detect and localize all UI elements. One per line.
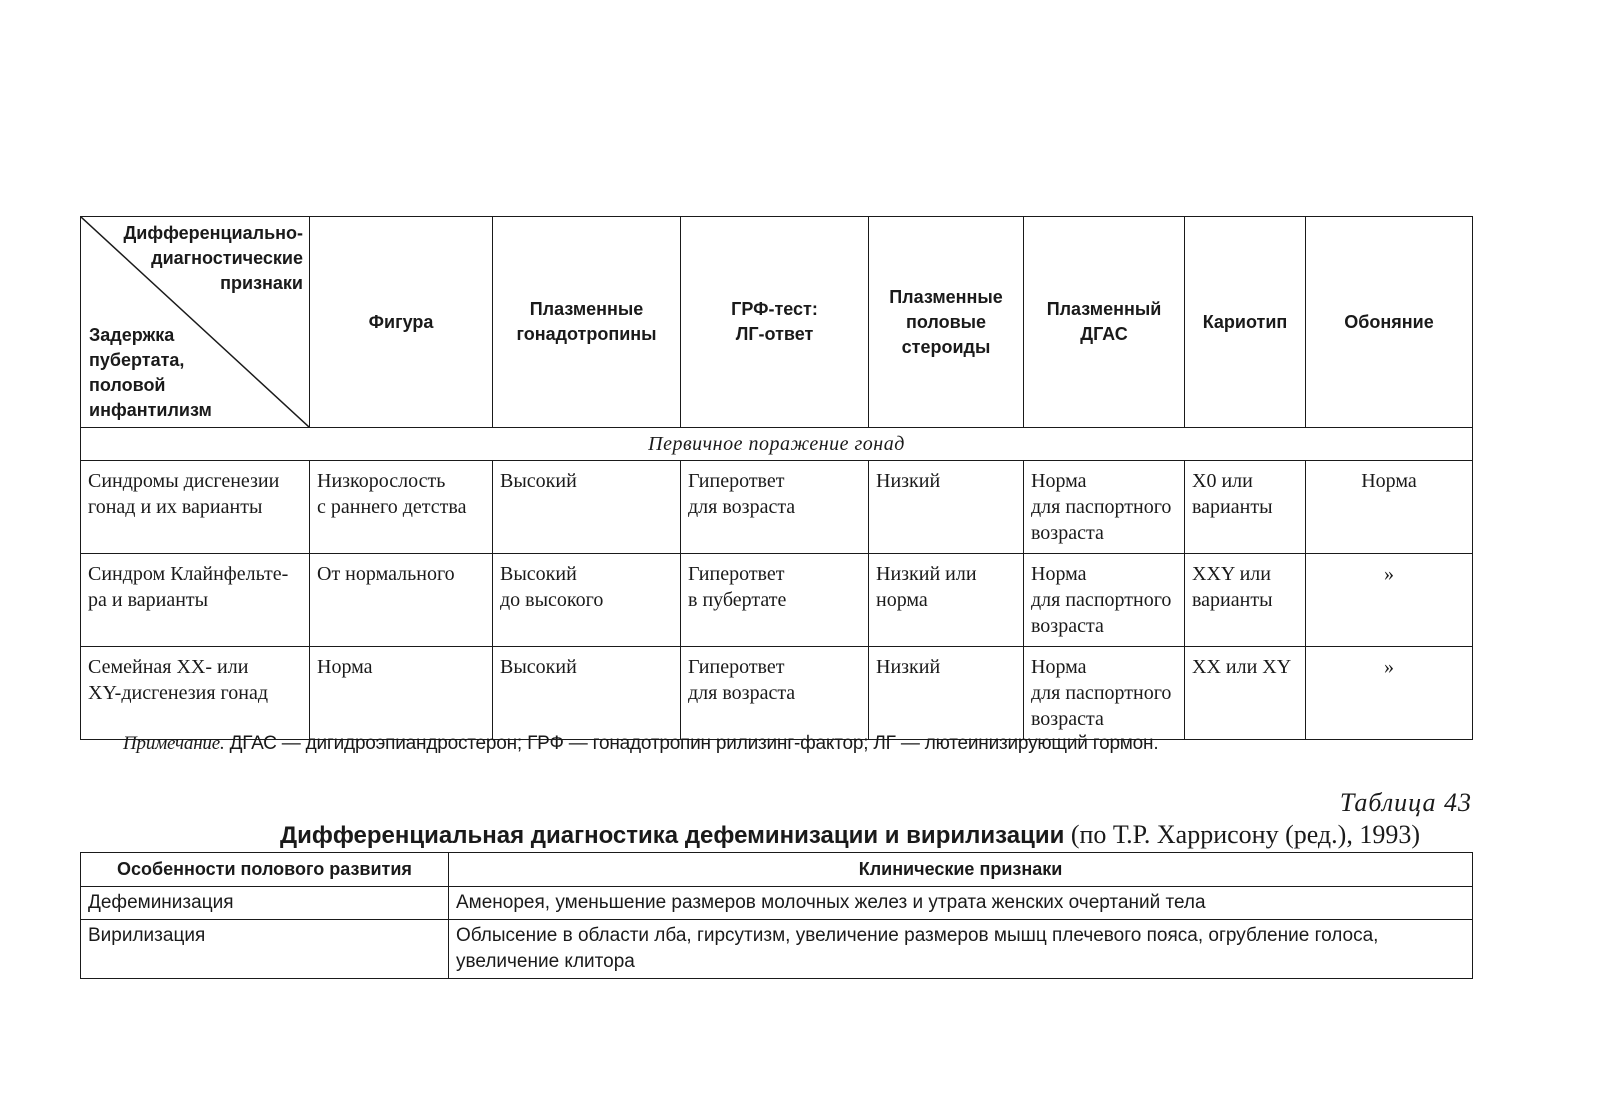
- column-header-line: ДГАС: [1080, 324, 1128, 344]
- table-cell: [1024, 647, 1185, 740]
- cell-line: Низкий или: [876, 563, 977, 585]
- table-cell: [310, 554, 493, 647]
- column-header: [1185, 217, 1306, 428]
- cell-line: для возраста: [688, 496, 796, 518]
- table-cell: [310, 461, 493, 554]
- column-header-line: Обоняние: [1344, 311, 1434, 332]
- table-cell: [493, 554, 681, 647]
- column-header-line: Кариотип: [1202, 311, 1288, 332]
- feature-cell: Вирилизация: [81, 920, 449, 979]
- table-cell: [1024, 554, 1185, 647]
- table-cell: [493, 461, 681, 554]
- column-header-line: Фигура: [368, 311, 434, 332]
- section-row: [81, 428, 1473, 461]
- column-header: [1306, 217, 1473, 428]
- cell-line: Семейная XX- или: [88, 656, 249, 678]
- cell-line: Норма: [1361, 470, 1417, 492]
- cell-line: Высокий: [500, 656, 577, 678]
- column-header-line: Плазменные: [529, 299, 644, 319]
- cell-line: Низкий: [876, 470, 941, 492]
- table-row: [81, 554, 1473, 647]
- column-header-line: гонадотропины: [516, 324, 657, 344]
- table-cell: [681, 554, 869, 647]
- cell-line: Синдром Клайнфельте-: [88, 563, 289, 585]
- column-header: [493, 217, 681, 428]
- cell-line: Синдромы дисгенезии: [88, 470, 280, 492]
- row-label-cell: [81, 647, 310, 740]
- cell-line: норма: [876, 589, 928, 611]
- cell-line: XXY или: [1192, 563, 1271, 585]
- table-cell: [869, 554, 1024, 647]
- cell-line: варианты: [1192, 496, 1273, 518]
- column-header: [869, 217, 1024, 428]
- table-cell: [869, 647, 1024, 740]
- column-header: [310, 217, 493, 428]
- cell-line: XY-дисгенезия гонад: [88, 682, 268, 704]
- column-header: Клинические признаки: [449, 853, 1473, 887]
- cell-line: Облысение в области лба, гирсутизм, увеличение размеров мышц плечевого пояса, огрубление голоса,: [456, 925, 1379, 946]
- table-title-main: Дифференциальная диагностика дефеминизации и вирилизации: [280, 822, 1065, 849]
- table-cell: [681, 461, 869, 554]
- table-cell: [1306, 554, 1473, 647]
- header-row: [81, 217, 1473, 428]
- cell-line: Гиперответ: [688, 656, 785, 678]
- cell-line: От нормального: [317, 563, 455, 585]
- cell-line: Норма: [1031, 470, 1087, 492]
- cell-line: Х0 или: [1192, 470, 1253, 492]
- column-header: [1024, 217, 1185, 428]
- cell-line: с раннего детства: [317, 496, 467, 518]
- note-lead: Примечание.: [123, 733, 225, 754]
- column-header-line: половые: [905, 311, 987, 332]
- table-cell: [493, 647, 681, 740]
- column-header-line: ГРФ-тест:: [731, 299, 818, 319]
- corner-top-label: Дифференциально- диагностические признаки: [123, 223, 303, 293]
- cell-line: для паспортного: [1031, 682, 1172, 704]
- cell-line: »: [1384, 563, 1394, 585]
- cell-line: варианты: [1192, 589, 1273, 611]
- cell-line: Норма: [1031, 656, 1087, 678]
- table-cell: [310, 647, 493, 740]
- cell-line: Аменорея, уменьшение размеров молочных желез и утрата женских очертаний тела: [456, 892, 1206, 913]
- cell-line: до высокого: [500, 589, 604, 611]
- cell-line: гонад и их варианты: [88, 496, 263, 518]
- table-cell: [1185, 554, 1306, 647]
- cell-line: для паспортного: [1031, 589, 1172, 611]
- cell-line: ра и варианты: [88, 589, 209, 611]
- cell-line: возраста: [1031, 615, 1104, 637]
- column-header: [681, 217, 869, 428]
- table-cell: [869, 461, 1024, 554]
- table-cell: [1306, 647, 1473, 740]
- table-cell: [1024, 461, 1185, 554]
- cell-line: для возраста: [688, 682, 796, 704]
- table-title-source: (по Т.Р. Харрисону (ред.), 1993): [1064, 820, 1420, 849]
- table-row: [81, 647, 1473, 740]
- cell-line: в пубертате: [688, 589, 787, 611]
- table-number: Таблица 43: [1339, 788, 1472, 817]
- table-note: [123, 733, 1158, 755]
- defeminization-virilization-table: [80, 852, 1473, 979]
- cell-line: Низкий: [876, 656, 941, 678]
- gonadal-lesion-table: [80, 216, 1473, 740]
- cell-line: Гиперответ: [688, 563, 785, 585]
- table-row: [81, 887, 1473, 920]
- row-label-cell: [81, 554, 310, 647]
- section-title: Первичное поражение гонад: [81, 428, 1473, 461]
- table-cell: [681, 647, 869, 740]
- cell-line: Высокий: [500, 470, 577, 492]
- cell-line: »: [1384, 656, 1394, 678]
- table-cell: [1185, 461, 1306, 554]
- cell-line: Гиперответ: [688, 470, 785, 492]
- column-header-line: Плазменные: [889, 286, 1003, 307]
- feature-cell: Дефеминизация: [81, 887, 449, 920]
- table-row: [81, 920, 1473, 979]
- cell-line: Норма: [317, 656, 373, 678]
- cell-line: увеличение клитора: [456, 951, 635, 972]
- cell-line: XX или XY: [1192, 656, 1292, 678]
- cell-line: для паспортного: [1031, 496, 1172, 518]
- cell-line: Норма: [1031, 563, 1087, 585]
- corner-bottom-label: Задержка пубертата, половой инфантилизм: [89, 325, 212, 420]
- signs-cell: [449, 920, 1473, 979]
- note-text: ДГАС — дигидроэпиандростерон; ГРФ — гонадотропин рилизинг-фактор; ЛГ — лютеинизирующий гормон.: [224, 733, 1159, 754]
- diagonal-corner-header: [81, 217, 310, 428]
- table-cell: [1185, 647, 1306, 740]
- table-title: [80, 820, 1600, 850]
- cell-line: Высокий: [500, 563, 577, 585]
- row-label-cell: [81, 461, 310, 554]
- cell-line: возраста: [1031, 708, 1104, 730]
- header-row: [81, 853, 1473, 887]
- column-header-line: ЛГ-ответ: [735, 324, 814, 344]
- column-header-line: Плазменный: [1046, 299, 1162, 319]
- column-header: Особенности полового развития: [81, 853, 449, 887]
- cell-line: Низкорослость: [317, 470, 446, 492]
- column-header-line: стероиды: [901, 336, 991, 357]
- cell-line: возраста: [1031, 522, 1104, 544]
- signs-cell: [449, 887, 1473, 920]
- table-row: [81, 461, 1473, 554]
- table-cell: [1306, 461, 1473, 554]
